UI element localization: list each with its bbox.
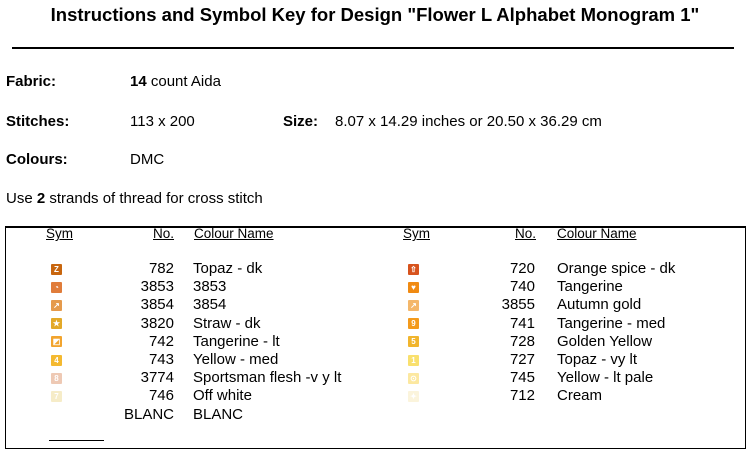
- dot-circle-icon: ⊙: [408, 373, 419, 384]
- heart-icon: ♥: [408, 282, 419, 293]
- right-sym-header: Sym: [403, 226, 430, 241]
- colour-number: 3854: [140, 296, 174, 314]
- colour-name: Topaz - vy lt: [557, 351, 638, 368]
- strands-post: strands of thread for cross stitch: [45, 190, 263, 207]
- colour-name: Tangerine - med: [557, 314, 666, 332]
- digit-one-icon: 1: [408, 355, 419, 366]
- colours-value: DMC: [130, 151, 165, 168]
- left-sym-header: Sym: [46, 226, 73, 241]
- digit-eight-icon: 8: [51, 373, 62, 384]
- digit-five-icon: 5: [408, 336, 419, 347]
- colour-number: 3855: [501, 296, 535, 314]
- colour-name: Tangerine - lt: [193, 332, 280, 350]
- colour-name: Off white: [193, 387, 252, 405]
- colour-number: 743: [148, 351, 174, 368]
- colour-number: 727: [509, 351, 535, 368]
- strands-pre: Use: [6, 190, 37, 207]
- colour-name: 3853: [193, 278, 227, 296]
- left-name-header: Colour Name: [194, 226, 274, 241]
- colour-number: 782: [148, 260, 174, 277]
- colours-label: Colours:: [6, 151, 68, 168]
- right-name-header: Colour Name: [557, 226, 637, 241]
- sparkle-icon: ✦: [408, 391, 419, 402]
- page-title: Instructions and Symbol Key for Design "Flower L Alphabet Monogram 1": [50, 4, 700, 25]
- colour-name: Cream: [557, 387, 603, 405]
- digit-seven-icon: 7: [51, 391, 62, 402]
- fabric-label: Fabric:: [6, 73, 57, 90]
- fabric-value: [130, 73, 221, 90]
- star-icon: ★: [52, 319, 61, 329]
- colour-number: BLANC: [123, 405, 174, 423]
- half-square-icon: ◩: [52, 337, 61, 347]
- colour-name: Topaz - dk: [193, 260, 263, 277]
- up-arrow-icon: ⇧: [408, 264, 419, 275]
- letter-z-icon: Z: [51, 264, 62, 275]
- colour-number: 741: [509, 314, 535, 332]
- colour-number: 740: [509, 278, 535, 296]
- left-no-header: No.: [153, 226, 175, 241]
- digit-four-icon: 4: [51, 355, 62, 366]
- colour-number: 3774: [140, 369, 174, 387]
- diagonal-arrow-icon: ↗: [51, 300, 62, 311]
- size-label: Size:: [283, 113, 319, 130]
- colour-number: 712: [509, 387, 535, 405]
- colour-name: Tangerine: [557, 278, 623, 296]
- colour-name: Golden Yellow: [557, 332, 653, 350]
- colour-number: 3820: [140, 314, 174, 332]
- colour-number: 742: [148, 332, 174, 350]
- colour-name: BLANC: [193, 405, 244, 423]
- circle-quarter-icon: ◔: [51, 282, 62, 293]
- right-no-header: No.: [515, 226, 537, 241]
- colour-number: 728: [509, 332, 535, 350]
- colour-number: 720: [509, 260, 535, 277]
- colour-number: 746: [148, 387, 174, 405]
- size-value: 8.07 x 14.29 inches or 20.50 x 36.29 cm: [335, 113, 602, 130]
- title-divider: [12, 47, 734, 49]
- colour-name: Yellow - med: [193, 351, 279, 368]
- strands-instruction: [6, 190, 263, 207]
- digit-nine-icon: 9: [408, 318, 419, 329]
- colour-name: Sportsman flesh -v y lt: [193, 369, 342, 387]
- colour-name: Yellow - lt pale: [557, 369, 654, 387]
- blank-icon: [51, 409, 62, 420]
- fabric-count: 14: [130, 73, 147, 90]
- colour-name: Straw - dk: [193, 314, 261, 332]
- colour-number: 3853: [140, 278, 174, 296]
- colour-number: 745: [509, 369, 535, 387]
- colour-name: Orange spice - dk: [557, 260, 676, 277]
- blanc-underline: [49, 440, 104, 441]
- stitches-label: Stitches:: [6, 113, 70, 130]
- diagonal-arrow-icon: ↗: [408, 300, 419, 311]
- colour-name: 3854: [193, 296, 227, 314]
- colour-name: Autumn gold: [557, 296, 642, 314]
- stitches-value: 113 x 200: [130, 113, 195, 130]
- strands-count: 2: [36, 190, 46, 207]
- fabric-type: count Aida: [146, 73, 221, 90]
